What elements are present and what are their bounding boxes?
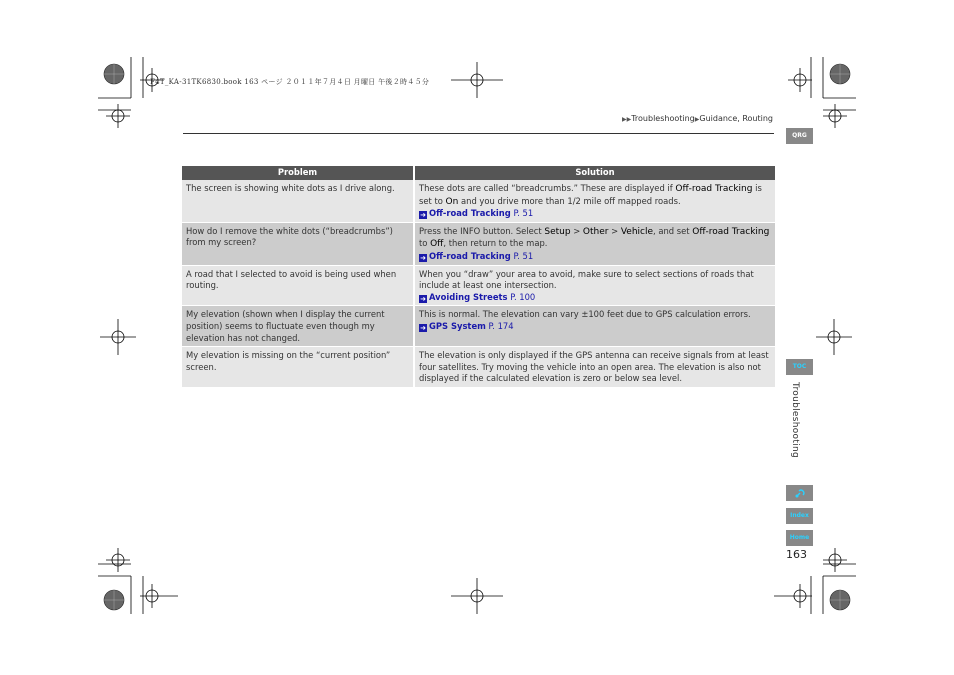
solution-text: >	[608, 225, 621, 236]
troubleshooting-table	[182, 166, 775, 388]
problem-cell: My elevation (shown when I display the current position) seems to fluctuate even though my elevation has not changed.	[182, 306, 415, 347]
header-rule	[183, 133, 774, 134]
index-tab[interactable]: Index	[786, 508, 813, 524]
cross-reference-link[interactable]: ➜ Off-road Tracking P. 51	[420, 208, 534, 220]
solution-text: When you “draw” your area to avoid, make sure to select sections of roads that include at least one intersection.	[419, 268, 754, 291]
problem-cell: My elevation is missing on the “current position” screen.	[182, 347, 415, 388]
table-row	[182, 223, 775, 266]
setting-name: Off-road Tracking	[692, 226, 770, 237]
solution-header: Solution	[415, 166, 775, 180]
solution-text: This is normal. The elevation can vary ±100 feet due to GPS calculation errors.	[419, 309, 751, 320]
table-row	[182, 266, 775, 307]
problem-header: Problem	[182, 166, 415, 180]
link-arrow-icon: ➜	[420, 253, 426, 262]
voice-command-tab[interactable]	[786, 485, 813, 501]
toc-tab[interactable]: TOC	[786, 359, 813, 375]
home-tab[interactable]: Home	[786, 530, 813, 546]
solution-text: to	[419, 238, 431, 249]
breadcrumb-arrow-icon: ▶	[694, 116, 700, 123]
solution-cell	[415, 223, 775, 266]
link-arrow-icon: ➜	[420, 323, 426, 332]
table-row	[182, 347, 775, 388]
link-arrow-icon: ➜	[420, 211, 426, 220]
table-row	[182, 306, 775, 347]
table-row	[182, 180, 775, 223]
setting-value: Off	[430, 239, 444, 250]
problem-cell: A road that I selected to avoid is being used when routing.	[182, 266, 415, 307]
solution-text: , then return to the map.	[443, 238, 548, 249]
solution-text: Press the INFO button. Select	[419, 225, 545, 236]
section-label: Troubleshooting	[790, 382, 800, 458]
solution-text: The elevation is only displayed if the GPS antenna can receive signals from at least four satellites. Try moving the vehicle into an open area. The elevation is also not displayed if the calculated elevation is zero or below sea level.	[419, 350, 769, 384]
solution-text: , and set	[653, 225, 693, 236]
breadcrumb	[622, 114, 773, 123]
page-number: 163	[786, 548, 807, 561]
solution-text: These dots are called “breadcrumbs.” These are displayed if	[419, 183, 676, 193]
breadcrumb-arrow-icon: ▶▶	[621, 116, 632, 123]
problem-cell: The screen is showing white dots as I drive along.	[182, 180, 415, 223]
link-arrow-icon: ➜	[420, 294, 426, 303]
menu-item-name: Vehicle	[620, 226, 654, 237]
breadcrumb-part2[interactable]: Guidance, Routing	[699, 114, 773, 123]
menu-item-name: Other	[582, 226, 609, 237]
solution-text: >	[570, 225, 583, 236]
setting-value: On	[445, 196, 459, 207]
problem-cell: How do I remove the white dots (“breadcrumbs”) from my screen?	[182, 223, 415, 266]
print-header: F4T_KA-31TK6830.book 163 ページ ２０１１年７月４日 月曜日 午後２時４５分	[150, 78, 430, 86]
solution-cell	[415, 306, 775, 347]
setting-name: Off-road Tracking	[675, 184, 753, 194]
cross-reference-link[interactable]: ➜ GPS System P. 174	[420, 320, 514, 332]
cross-reference-link[interactable]: ➜ Off-road Tracking P. 51	[420, 250, 534, 262]
breadcrumb-part1[interactable]: Troubleshooting	[631, 114, 695, 123]
voice-command-icon	[794, 487, 806, 499]
solution-text: and you drive more than 1/2 mile off mapped roads.	[458, 195, 681, 206]
solution-cell	[415, 266, 775, 307]
solution-cell	[415, 347, 775, 388]
menu-item-name: Setup	[544, 226, 571, 237]
solution-text: is set to	[419, 183, 762, 206]
qrg-tab[interactable]: QRG	[786, 128, 813, 144]
solution-cell	[415, 180, 775, 223]
cross-reference-link[interactable]: ➜ Avoiding Streets P. 100	[420, 291, 536, 303]
